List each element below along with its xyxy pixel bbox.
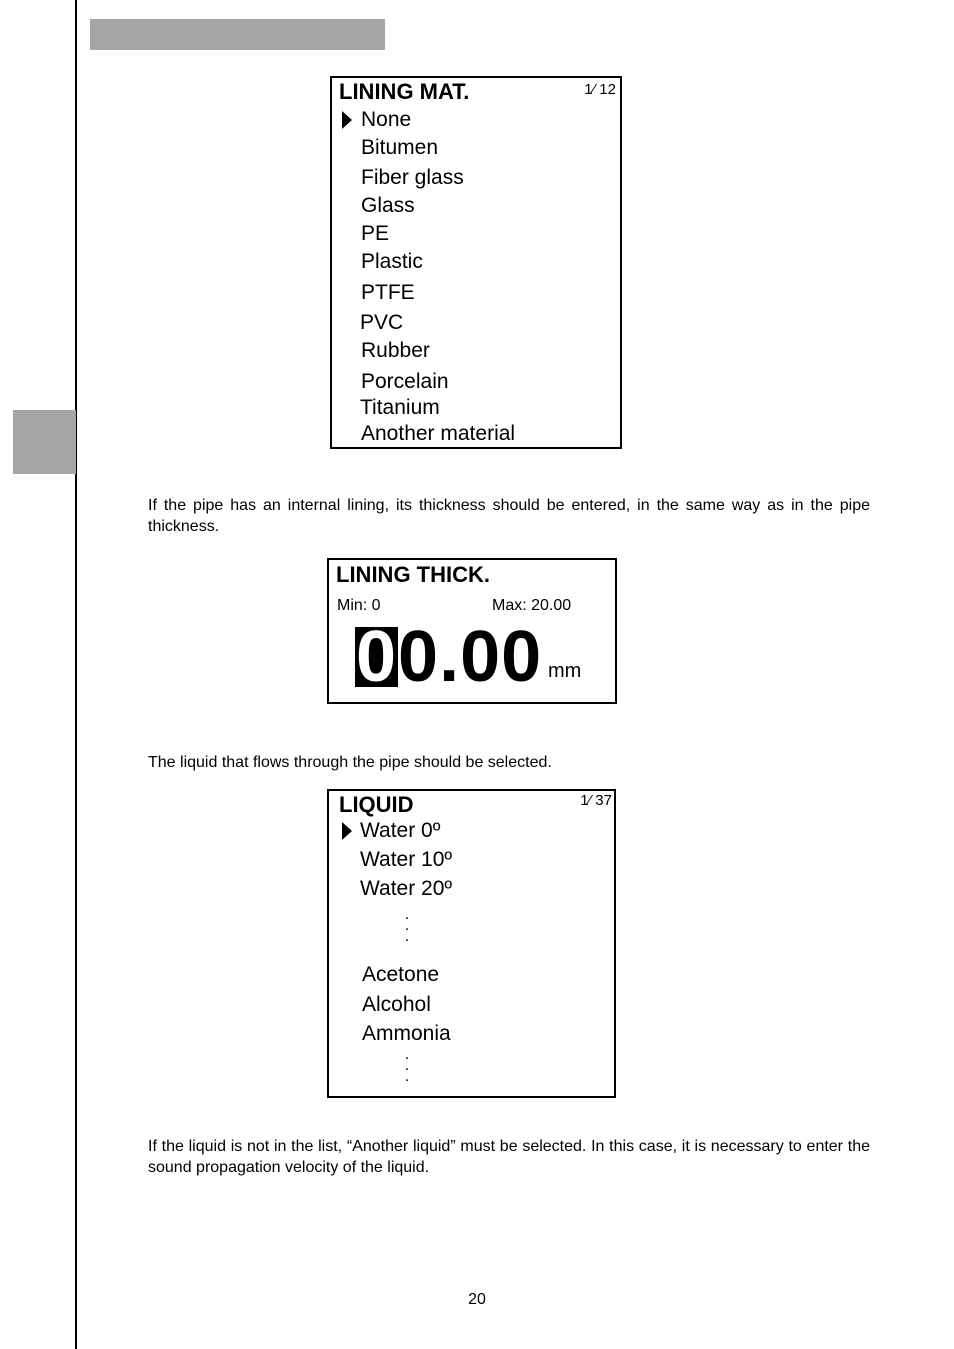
list-item[interactable]: Acetone bbox=[362, 963, 440, 986]
ellipsis-dots-icon: . . . bbox=[404, 1046, 410, 1085]
thickness-value-input[interactable] bbox=[355, 617, 543, 697]
list-item[interactable]: Another material bbox=[361, 422, 516, 445]
screen-title: LIQUID bbox=[339, 792, 414, 817]
min-label: Min: 0 bbox=[337, 597, 381, 614]
list-item[interactable]: Water 20º bbox=[360, 877, 453, 900]
screen-title: LINING MAT. bbox=[339, 79, 470, 104]
list-item[interactable]: Rubber bbox=[361, 339, 430, 362]
max-label: Max: 20.00 bbox=[492, 597, 572, 614]
selection-cursor-icon bbox=[342, 822, 352, 840]
list-item[interactable]: Plastic bbox=[361, 250, 423, 273]
unit-label: mm bbox=[548, 660, 582, 682]
list-item[interactable]: PVC bbox=[360, 311, 404, 334]
page-indicator: 1⁄ 12 bbox=[584, 81, 616, 98]
list-item[interactable]: Alcohol bbox=[362, 993, 431, 1016]
list-item[interactable]: Water 0º bbox=[360, 819, 441, 842]
lining-material-screen bbox=[330, 76, 622, 449]
side-tab-marker bbox=[13, 410, 76, 474]
list-item[interactable]: Glass bbox=[361, 194, 415, 217]
page-number: 20 bbox=[468, 1291, 486, 1308]
value-rest: 0.00 bbox=[398, 617, 543, 697]
paragraph-another-liquid: If the liquid is not in the list, “Another liquid” must be selected. In this case, it is necessary to enter the sound propagation velocity of the liquid. bbox=[148, 1138, 870, 1176]
page-indicator: 1⁄ 37 bbox=[580, 792, 612, 809]
left-margin-line bbox=[75, 0, 77, 1349]
liquid-screen bbox=[327, 789, 616, 1098]
lining-thickness-screen bbox=[327, 558, 617, 704]
list-item[interactable]: Bitumen bbox=[361, 136, 439, 159]
list-item[interactable]: Water 10º bbox=[360, 848, 453, 871]
ellipsis-dots-icon: . . . bbox=[404, 906, 410, 945]
list-item[interactable]: Ammonia bbox=[362, 1022, 451, 1045]
list-item[interactable]: PTFE bbox=[361, 281, 415, 304]
selected-digit[interactable]: 0 bbox=[356, 617, 398, 697]
list-item[interactable]: None bbox=[361, 108, 412, 131]
screen-title: LINING THICK. bbox=[336, 562, 490, 587]
selection-cursor-icon bbox=[342, 111, 352, 129]
header-bar bbox=[90, 19, 385, 50]
paragraph-lining-thickness: If the pipe has an internal lining, its thickness should be entered, in the same way as in the pipe thickness. bbox=[148, 497, 870, 535]
list-item[interactable]: Porcelain bbox=[361, 370, 449, 393]
paragraph-liquid: The liquid that flows through the pipe should be selected. bbox=[148, 754, 552, 771]
list-item[interactable]: PE bbox=[361, 222, 390, 245]
list-item[interactable]: Fiber glass bbox=[361, 166, 464, 189]
list-item[interactable]: Titanium bbox=[360, 396, 440, 419]
